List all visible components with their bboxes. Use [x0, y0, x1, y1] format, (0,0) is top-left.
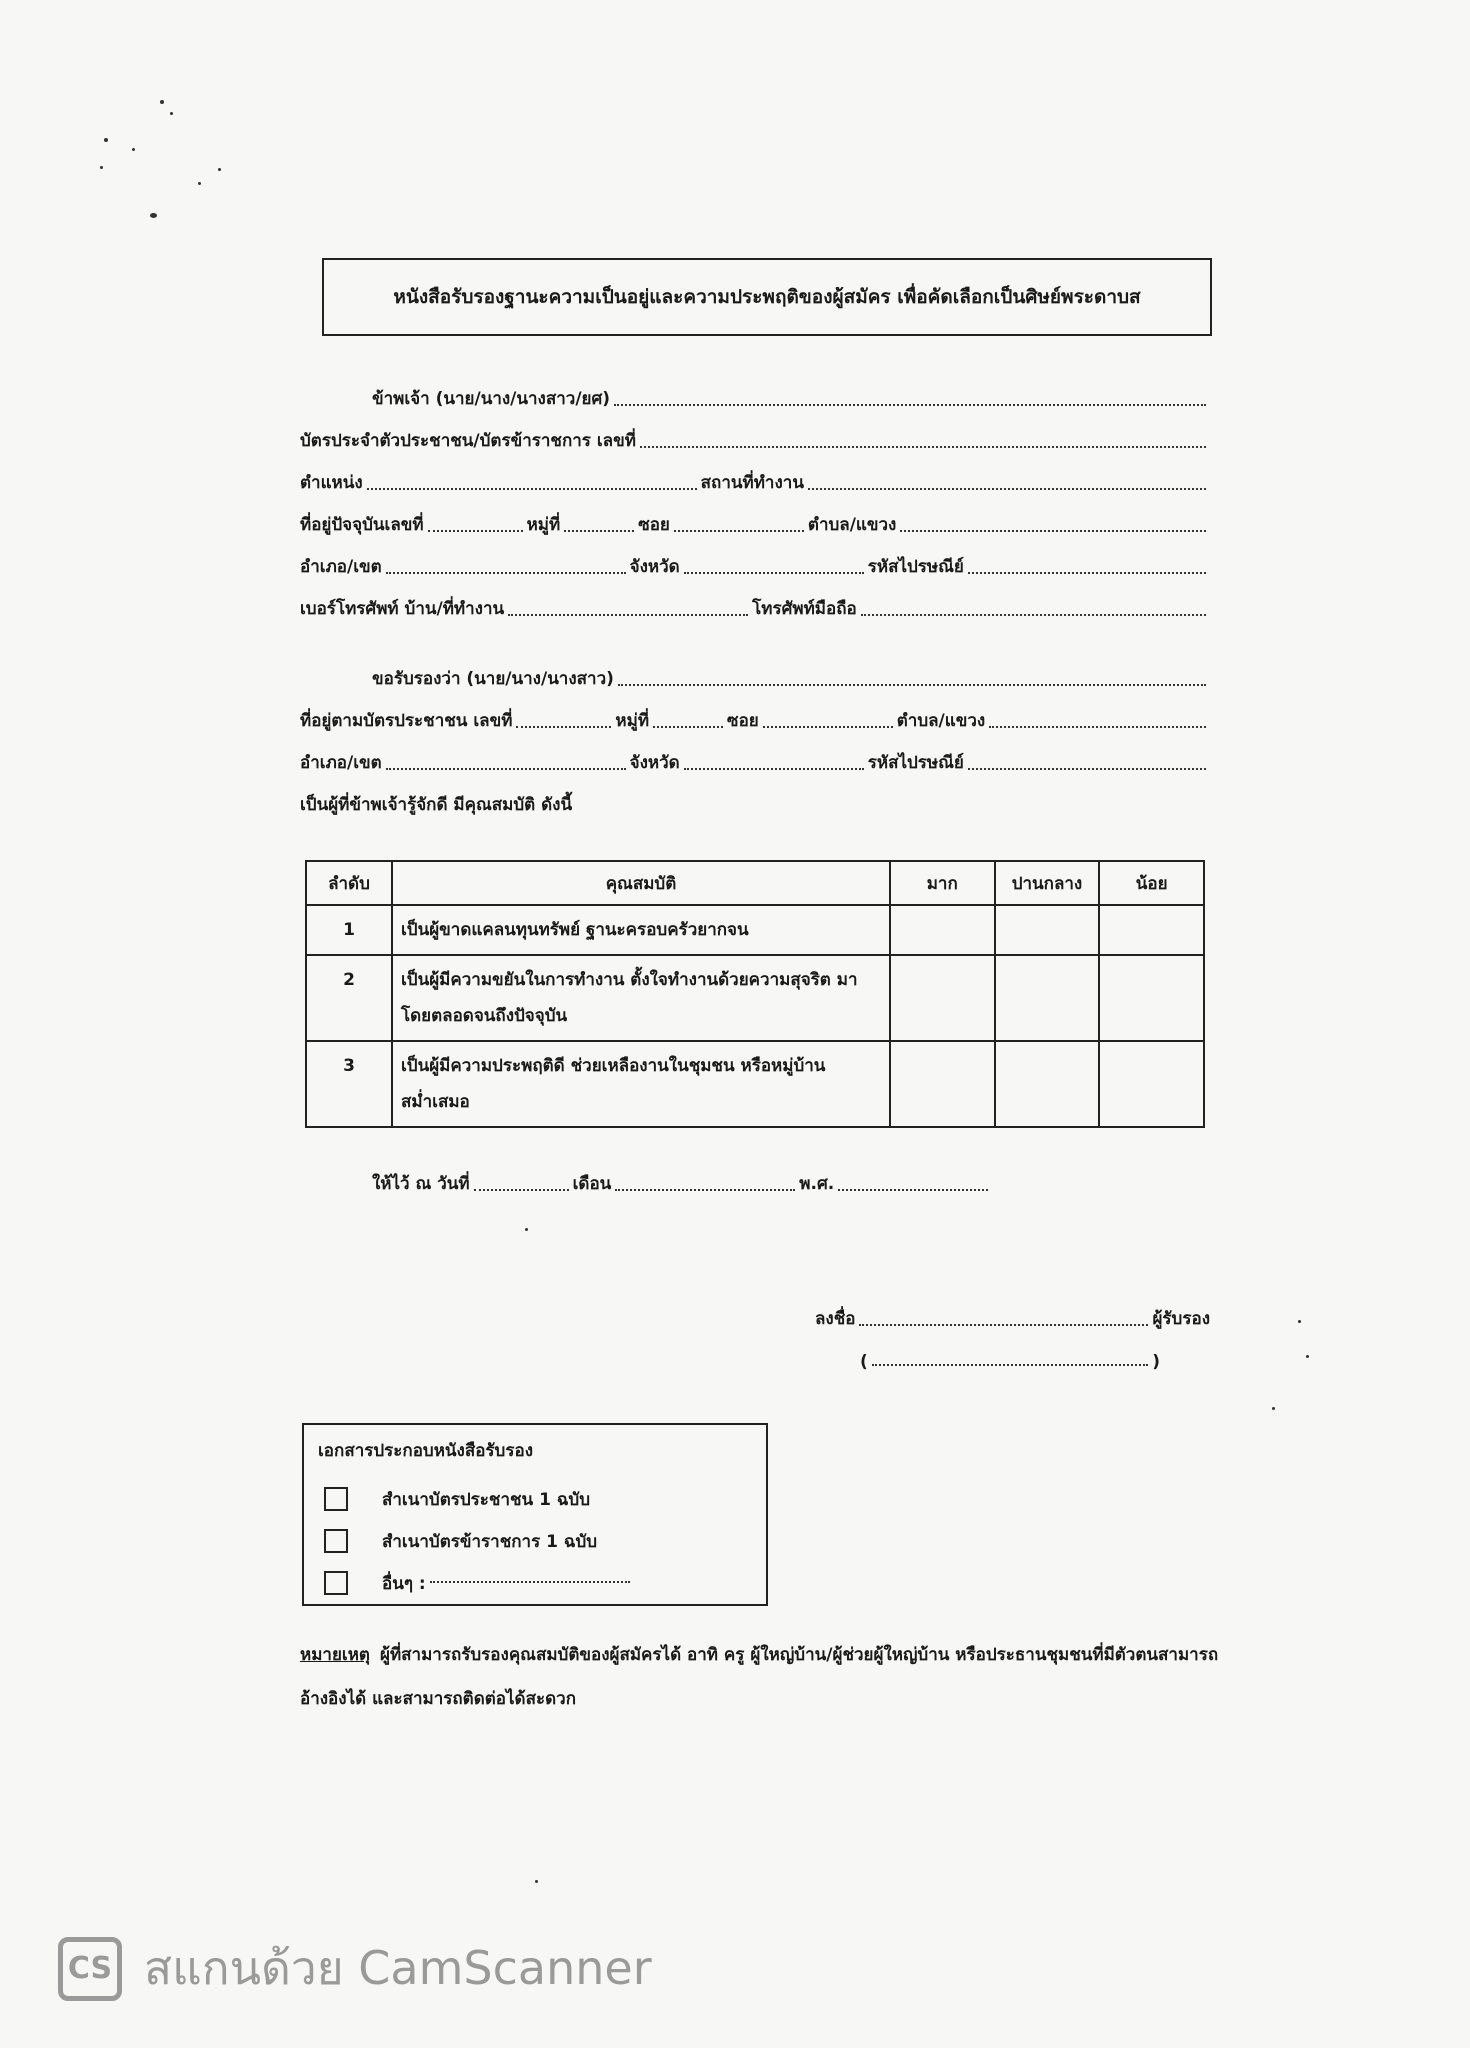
checkbox[interactable] — [324, 1529, 348, 1553]
fill-in-blank[interactable] — [684, 768, 864, 770]
qualification-intro: เป็นผู้ที่ข้าพเจ้ารู้จักดี มีคุณสมบัติ ดังนี้ — [300, 795, 573, 815]
label-applicant-address: ที่อยู่ตามบัตรประชาชน เลขที่ — [300, 711, 513, 731]
scan-speck — [100, 166, 103, 169]
fill-in-blank[interactable] — [684, 572, 864, 574]
fill-in-blank[interactable] — [968, 572, 1206, 574]
table-row — [306, 905, 1204, 955]
line-applicant-address — [300, 702, 1210, 734]
line-position — [300, 464, 1210, 496]
label-soi: ซอย — [638, 515, 670, 535]
fill-in-blank[interactable] — [564, 530, 634, 532]
label-phone: เบอร์โทรศัพท์ บ้าน/ที่ทำงาน — [300, 599, 505, 619]
row-number: 1 — [306, 905, 392, 955]
attachment-item — [318, 1520, 752, 1562]
label-month: เดือน — [572, 1174, 612, 1194]
row-qualification: เป็นผู้มีความขยันในการทำงาน ตั้งใจทำงานด้วยความสุจริต มาโดยตลอดจนถึงปัจจุบัน — [392, 955, 890, 1041]
note-label: หมายเหตุ — [300, 1645, 370, 1665]
label-province: จังหวัด — [629, 557, 680, 577]
fill-in-blank[interactable] — [428, 530, 523, 532]
fill-in-blank[interactable] — [900, 530, 1206, 532]
note-text: ผู้ที่สามารถรับรองคุณสมบัติของผู้สมัครได้ อาทิ ครู ผู้ใหญ่บ้าน/ผู้ช่วยผู้ใหญ่บ้าน หรือประธานชุมชนที่มีตัวตนสามารถอ้างอิงได้ และสามารถติดต่อได้สะดวก — [300, 1645, 1219, 1709]
attachment-label: อื่นๆ : — [382, 1573, 426, 1594]
fill-in-blank[interactable] — [808, 488, 1206, 490]
rating-cell-much[interactable] — [890, 905, 995, 955]
label-position: ตำแหน่ง — [300, 473, 363, 493]
label-postcode: รหัสไปรษณีย์ — [867, 753, 964, 773]
rating-cell-medium[interactable] — [995, 905, 1100, 955]
row-number: 2 — [306, 955, 392, 1041]
document-title-box — [322, 258, 1212, 336]
fill-in-blank[interactable] — [861, 614, 1206, 616]
scan-speck — [170, 112, 173, 115]
row-qualification: เป็นผู้ขาดแคลนทุนทรัพย์ ฐานะครอบครัวยากจน — [392, 905, 890, 955]
column-header: ปานกลาง — [995, 861, 1100, 905]
label-postcode: รหัสไปรษณีย์ — [867, 557, 964, 577]
fill-in-blank[interactable] — [640, 446, 1206, 448]
line-signature-name — [860, 1340, 1160, 1372]
attachment-item — [318, 1562, 752, 1604]
fill-in-blank[interactable] — [386, 768, 626, 770]
scan-speck — [132, 148, 135, 151]
line-phone — [300, 590, 1210, 622]
label-id-card: บัตรประจำตัวประชาชน/บัตรข้าราชการ เลขที่ — [300, 431, 636, 451]
label-mobile: โทรศัพท์มือถือ — [752, 599, 857, 619]
rating-cell-much[interactable] — [890, 955, 995, 1041]
label-applicant-name: ขอรับรองว่า (นาย/นาง/นางสาว) — [372, 669, 614, 689]
scan-speck — [150, 213, 157, 218]
rating-cell-little[interactable] — [1099, 905, 1204, 955]
fill-in-blank[interactable] — [508, 614, 748, 616]
label-district: อำเภอ/เขต — [300, 557, 382, 577]
printed-name-blank[interactable] — [872, 1364, 1148, 1366]
rating-cell-much[interactable] — [890, 1041, 995, 1127]
table-header-row — [306, 861, 1204, 905]
column-header: มาก — [890, 861, 995, 905]
line-applicant-district — [300, 744, 1210, 776]
line-signature — [815, 1300, 1210, 1332]
line-qualification-intro — [300, 786, 1210, 818]
fill-in-blank[interactable] — [618, 684, 1206, 686]
label-province: จังหวัด — [629, 753, 680, 773]
signature-blank[interactable] — [859, 1324, 1148, 1326]
fill-in-blank[interactable] — [386, 572, 626, 574]
column-header: น้อย — [1099, 861, 1204, 905]
fill-in-blank[interactable] — [989, 726, 1206, 728]
attachment-item — [318, 1478, 752, 1520]
fill-in-blank[interactable] — [968, 768, 1206, 770]
label-given-on: ให้ไว้ ณ วันที่ — [372, 1174, 470, 1194]
table-row — [306, 955, 1204, 1041]
scan-speck — [198, 182, 201, 185]
scan-speck — [1298, 1320, 1301, 1323]
paren-close: ) — [1152, 1352, 1160, 1372]
label-sign: ลงชื่อ — [815, 1309, 856, 1329]
row-number: 3 — [306, 1041, 392, 1127]
rating-cell-little[interactable] — [1099, 955, 1204, 1041]
line-id-card — [300, 422, 1210, 454]
fill-in-blank[interactable] — [367, 488, 697, 490]
label-certifier: ผู้รับรอง — [1152, 1309, 1210, 1329]
scan-speck — [535, 1880, 538, 1883]
scan-speck — [104, 138, 108, 142]
table-row — [306, 1041, 1204, 1127]
line-district — [300, 548, 1210, 580]
row-qualification: เป็นผู้มีความประพฤติดี ช่วยเหลืองานในชุมชน หรือหมู่บ้าน สม่ำเสมอ — [392, 1041, 890, 1127]
scan-speck — [1306, 1355, 1309, 1358]
checkbox[interactable] — [324, 1571, 348, 1595]
fill-in-blank[interactable] — [615, 1189, 795, 1191]
label-district: อำเภอ/เขต — [300, 753, 382, 773]
rating-cell-little[interactable] — [1099, 1041, 1204, 1127]
qualification-table — [305, 860, 1205, 1128]
scan-speck — [525, 1228, 528, 1231]
label-soi: ซอย — [727, 711, 759, 731]
column-header: คุณสมบัติ — [392, 861, 890, 905]
line-applicant-name — [300, 660, 1210, 692]
scan-speck — [218, 168, 221, 171]
label-tambon: ตำบล/แขวง — [896, 711, 986, 731]
label-tambon: ตำบล/แขวง — [807, 515, 897, 535]
attachments-box — [302, 1423, 768, 1606]
attachment-label: สำเนาบัตรข้าราชการ 1 ฉบับ — [382, 1531, 598, 1552]
attachment-label: สำเนาบัตรประชาชน 1 ฉบับ — [382, 1489, 590, 1510]
label-address-no: ที่อยู่ปัจจุบันเลขที่ — [300, 515, 424, 535]
column-header: ลำดับ — [306, 861, 392, 905]
label-year: พ.ศ. — [799, 1174, 835, 1194]
camscanner-logo-icon: CS — [58, 1937, 122, 2001]
scan-speck — [160, 100, 164, 104]
camscanner-watermark — [58, 1932, 652, 2005]
fill-in-blank[interactable] — [763, 726, 893, 728]
label-certifier-name: ข้าพเจ้า (นาย/นาง/นางสาว/ยศ) — [372, 389, 611, 409]
line-address — [300, 506, 1210, 538]
paren-open: ( — [860, 1352, 868, 1372]
line-certifier-name — [300, 380, 1210, 412]
document-title: หนังสือรับรองฐานะความเป็นอยู่และความประพฤติของผู้สมัคร เพื่อคัดเลือกเป็นศิษย์พระดาบส — [393, 286, 1141, 308]
fill-in-blank[interactable] — [674, 530, 804, 532]
attachments-title: เอกสารประกอบหนังสือรับรอง — [318, 1441, 533, 1461]
fill-in-blank[interactable] — [516, 726, 611, 728]
watermark-text: สแกนด้วย CamScanner — [144, 1941, 652, 1995]
label-workplace: สถานที่ทำงาน — [700, 473, 804, 493]
scan-speck — [1272, 1407, 1275, 1410]
footnote — [300, 1633, 1220, 1721]
label-moo: หมู่ที่ — [615, 711, 650, 731]
fill-in-blank[interactable] — [653, 726, 723, 728]
fill-in-blank[interactable] — [614, 404, 1206, 406]
label-moo: หมู่ที่ — [526, 515, 561, 535]
fill-in-blank[interactable] — [838, 1189, 988, 1191]
fill-in-blank[interactable] — [474, 1189, 569, 1191]
checkbox[interactable] — [324, 1487, 348, 1511]
fill-in-blank[interactable] — [430, 1581, 630, 1583]
rating-cell-medium[interactable] — [995, 1041, 1100, 1127]
rating-cell-medium[interactable] — [995, 955, 1100, 1041]
line-date — [372, 1165, 992, 1197]
